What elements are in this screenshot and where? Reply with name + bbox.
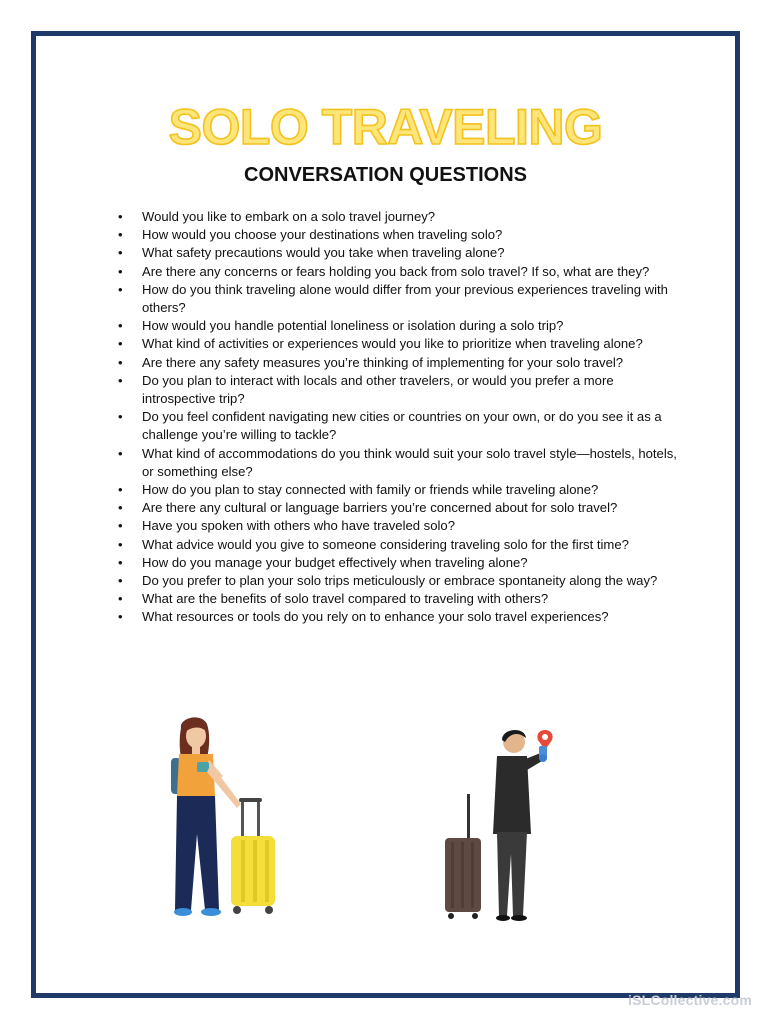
question-item: • Are there any concerns or fears holding you back from solo travel? If so, what are they? [118, 263, 678, 281]
site-watermark: iSLCollective.com [628, 992, 752, 1008]
question-item: • Have you spoken with others who have traveled solo? [118, 517, 678, 535]
question-item: • Do you plan to interact with locals and other travelers, or would you prefer a more introspective trip? [118, 372, 678, 408]
question-item: • How do you manage your budget effectively when traveling alone? [118, 554, 678, 572]
man-traveler-illustration [439, 724, 559, 924]
question-item: • Would you like to embark on a solo travel journey? [118, 208, 678, 226]
question-item: • What resources or tools do you rely on to enhance your solo travel experiences? [118, 608, 678, 626]
worksheet-title: SOLO TRAVELING [168, 99, 603, 155]
question-item: • What kind of activities or experiences would you like to prioritize when traveling alone? [118, 335, 678, 353]
question-item: • How do you think traveling alone would differ from your previous experiences traveling with others? [118, 281, 678, 317]
question-item: • Are there any cultural or language barriers you’re concerned about for solo travel? [118, 499, 678, 517]
question-list [118, 208, 678, 627]
question-item: • Are there any safety measures you’re thinking of implementing for your solo travel? [118, 354, 678, 372]
question-item: • What kind of accommodations do you think would suit your solo travel style—hostels, hotels, or something else? [118, 445, 678, 481]
question-item: • What advice would you give to someone considering traveling solo for the first time? [118, 536, 678, 554]
question-item: • Do you feel confident navigating new cities or countries on your own, or do you see it as a challenge you’re willing to tackle? [118, 408, 678, 444]
woman-traveler-illustration [161, 714, 286, 919]
worksheet-subtitle: CONVERSATION QUESTIONS [244, 164, 527, 186]
question-item: • What are the benefits of solo travel compared to traveling with others? [118, 590, 678, 608]
question-item: • Do you prefer to plan your solo trips meticulously or embrace spontaneity along the way? [118, 572, 678, 590]
question-item: • How would you choose your destinations when traveling solo? [118, 226, 678, 244]
question-item: • How would you handle potential loneliness or isolation during a solo trip? [118, 317, 678, 335]
question-item: • How do you plan to stay connected with family or friends while traveling alone? [118, 481, 678, 499]
page-border [31, 31, 740, 998]
question-item: • What safety precautions would you take when traveling alone? [118, 244, 678, 262]
